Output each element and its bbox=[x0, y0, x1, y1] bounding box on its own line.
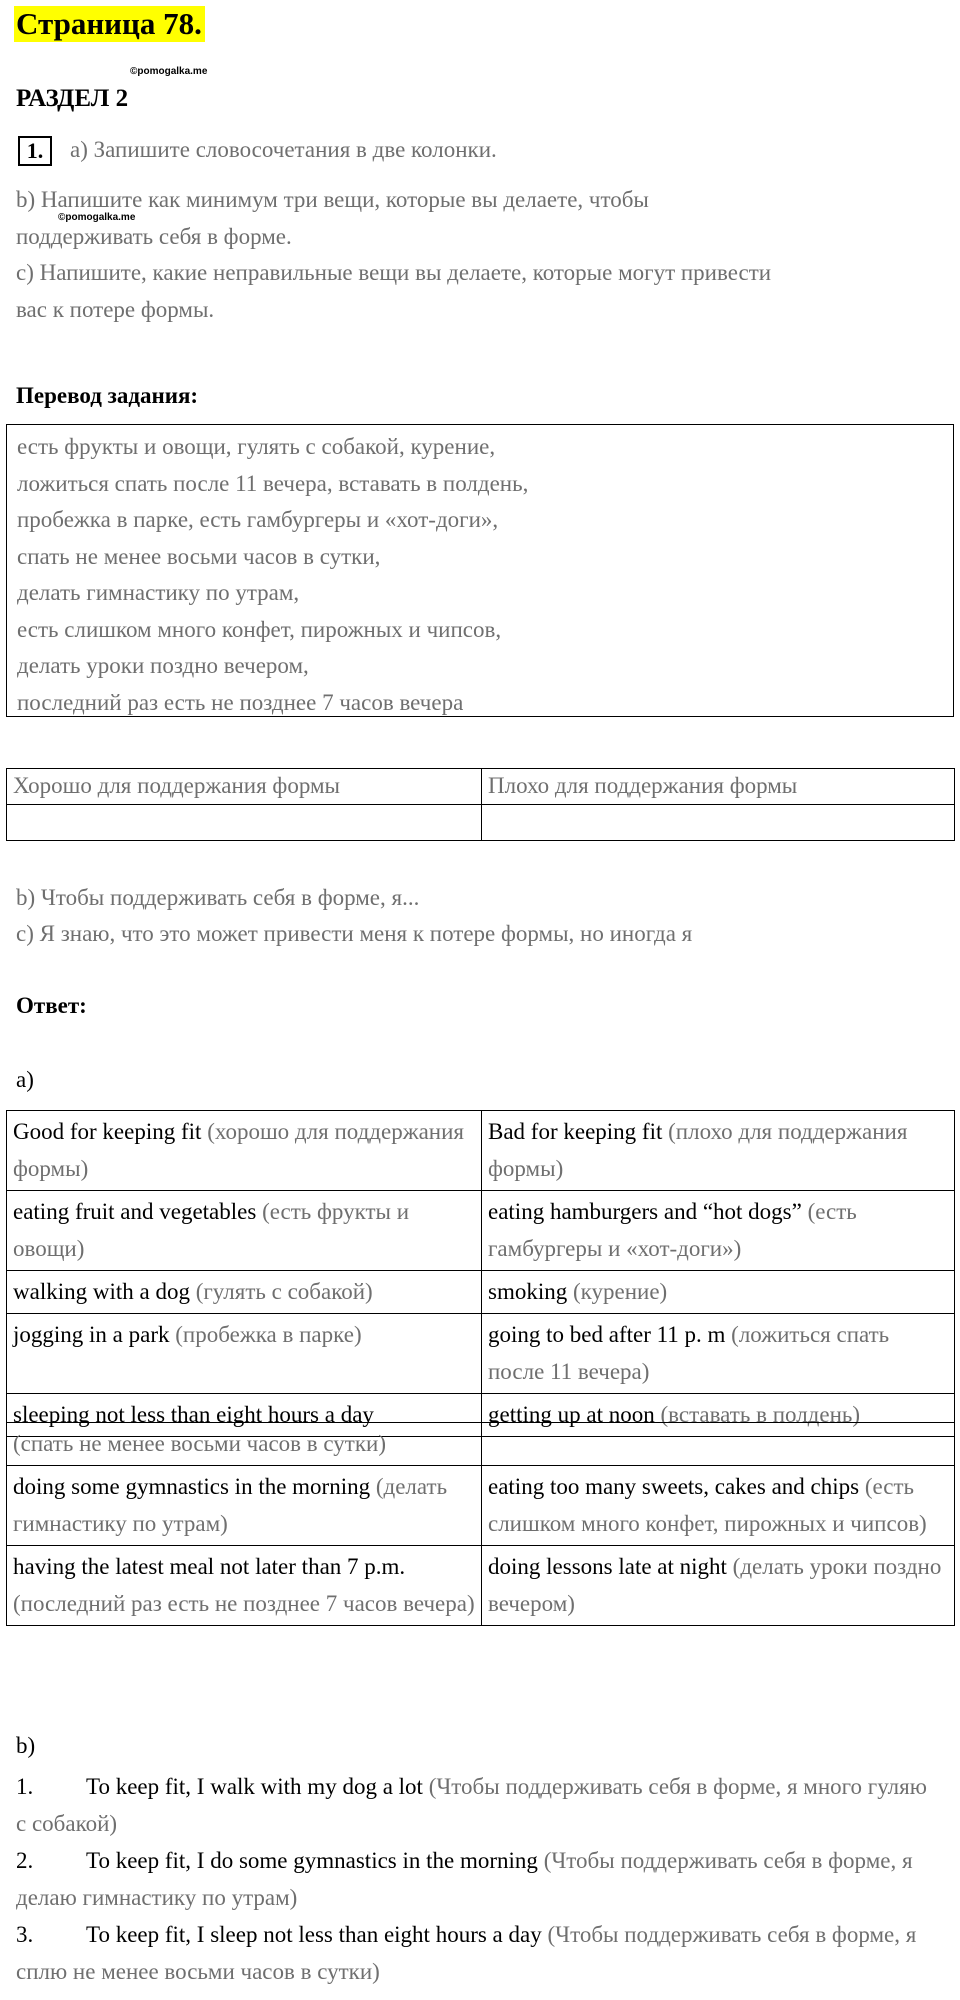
table-header-cell: Хорошо для поддержания формы bbox=[7, 769, 482, 805]
task-number: 1. bbox=[18, 136, 52, 166]
table-row bbox=[7, 1466, 955, 1546]
table-row bbox=[7, 1111, 955, 1191]
table-cell: sleeping not less than eight hours a day bbox=[7, 1394, 482, 1437]
table-cell: Good for keeping fit (хорошо для поддержания формы) bbox=[7, 1111, 482, 1191]
table-row bbox=[7, 1191, 955, 1271]
answer-b-item: 3. To keep fit, I sleep not less than eight hours a day (Чтобы поддерживать себя в форме, я сплю не менее восьми часов в сутки) bbox=[16, 1922, 917, 1984]
answer-table bbox=[6, 1110, 955, 1437]
prompt-line: b) Чтобы поддерживать себя в форме, я... bbox=[16, 885, 420, 910]
table-cell: eating fruit and vegetables (есть фрукты и овощи) bbox=[7, 1191, 482, 1271]
table-cell: getting up at noon (вставать в полдень) bbox=[482, 1394, 955, 1437]
answer-heading: Ответ: bbox=[16, 993, 87, 1018]
table-cell: doing some gymnastics in the morning (делать гимнастику по утрам) bbox=[7, 1466, 482, 1546]
watermark: ©pomogalka.me bbox=[130, 66, 208, 77]
table-cell bbox=[482, 805, 955, 841]
instruction-line: поддерживать себя в форме. bbox=[16, 224, 292, 249]
word-box-line: пробежка в парке, есть гамбургеры и «хот-доги», bbox=[17, 507, 499, 532]
word-box-line: есть слишком много конфет, пирожных и чипсов, bbox=[17, 616, 502, 642]
blank-table bbox=[6, 768, 955, 841]
table-cell: having the latest meal not later than 7 p.m. (последний раз есть не позднее 7 часов вечера) bbox=[7, 1546, 482, 1626]
instruction-line: c) Напишите, какие неправильные вещи вы делаете, которые могут привести bbox=[16, 260, 772, 285]
table-row bbox=[7, 1314, 955, 1394]
prompt-line: c) Я знаю, что это может привести меня к потере формы, но иногда я bbox=[16, 921, 693, 946]
table-row bbox=[7, 805, 955, 841]
table-header-cell: Плохо для поддержания формы bbox=[482, 769, 955, 805]
page-title: Страница 78. bbox=[14, 6, 205, 42]
table-cell: going to bed after 11 p. m (ложиться спать после 11 вечера) bbox=[482, 1314, 955, 1394]
table-cell: Bad for keeping fit (плохо для поддержания формы) bbox=[482, 1111, 955, 1191]
table-cell: jogging in a park (пробежка в парке) bbox=[7, 1314, 482, 1394]
instruction-line: a) Запишите словосочетания в две колонки. bbox=[70, 137, 497, 162]
table-cell: (спать не менее восьми часов в сутки) bbox=[7, 1423, 482, 1466]
table-cell: walking with a dog (гулять с собакой) bbox=[7, 1271, 482, 1314]
table-cell bbox=[482, 1423, 955, 1466]
table-cell bbox=[7, 805, 482, 841]
answer-a-label: a) bbox=[16, 1067, 34, 1092]
answer-table-continued bbox=[6, 1422, 955, 1626]
answer-b-label: b) bbox=[16, 1733, 36, 1758]
table-cell: eating too many sweets, cakes and chips (есть слишком много конфет, пирожных и чипсов) bbox=[482, 1466, 955, 1546]
word-box bbox=[6, 424, 954, 717]
table-row bbox=[7, 1423, 955, 1466]
word-box-line: спать не менее восьми часов в сутки, bbox=[17, 543, 381, 569]
answer-b-item: 1. To keep fit, I walk with my dog a lot (Чтобы поддерживать себя в форме, я много гуляю с собакой) bbox=[16, 1774, 927, 1836]
instruction-line: b) Напишите как минимум три вещи, которые вы делаете, чтобы bbox=[16, 187, 649, 212]
watermark: ©pomogalka.me bbox=[58, 212, 136, 223]
instruction-line: вас к потере формы. bbox=[16, 297, 215, 322]
section-heading: РАЗДЕЛ 2 bbox=[16, 85, 129, 112]
table-cell: doing lessons late at night (делать уроки поздно вечером) bbox=[482, 1546, 955, 1626]
table-row bbox=[7, 1271, 955, 1314]
table-cell: eating hamburgers and “hot dogs” (есть гамбургеры и «хот-доги») bbox=[482, 1191, 955, 1271]
word-box-line: делать уроки поздно вечером, bbox=[17, 653, 309, 678]
word-box-line: делать гимнастику по утрам, bbox=[17, 580, 300, 605]
table-cell: smoking (курение) bbox=[482, 1271, 955, 1314]
answer-b-item: 2. To keep fit, I do some gymnastics in the morning (Чтобы поддерживать себя в форме, я делаю гимнастику по утрам) bbox=[16, 1848, 913, 1910]
word-box-line: есть фрукты и овощи, гулять с собакой, курение, bbox=[17, 434, 496, 459]
table-row bbox=[7, 769, 955, 805]
table-row bbox=[7, 1546, 955, 1626]
word-box-line: последний раз есть не позднее 7 часов вечера bbox=[17, 689, 464, 715]
translation-heading: Перевод задания: bbox=[16, 383, 199, 408]
word-box-line: ложиться спать после 11 вечера, вставать в полдень, bbox=[17, 470, 529, 496]
